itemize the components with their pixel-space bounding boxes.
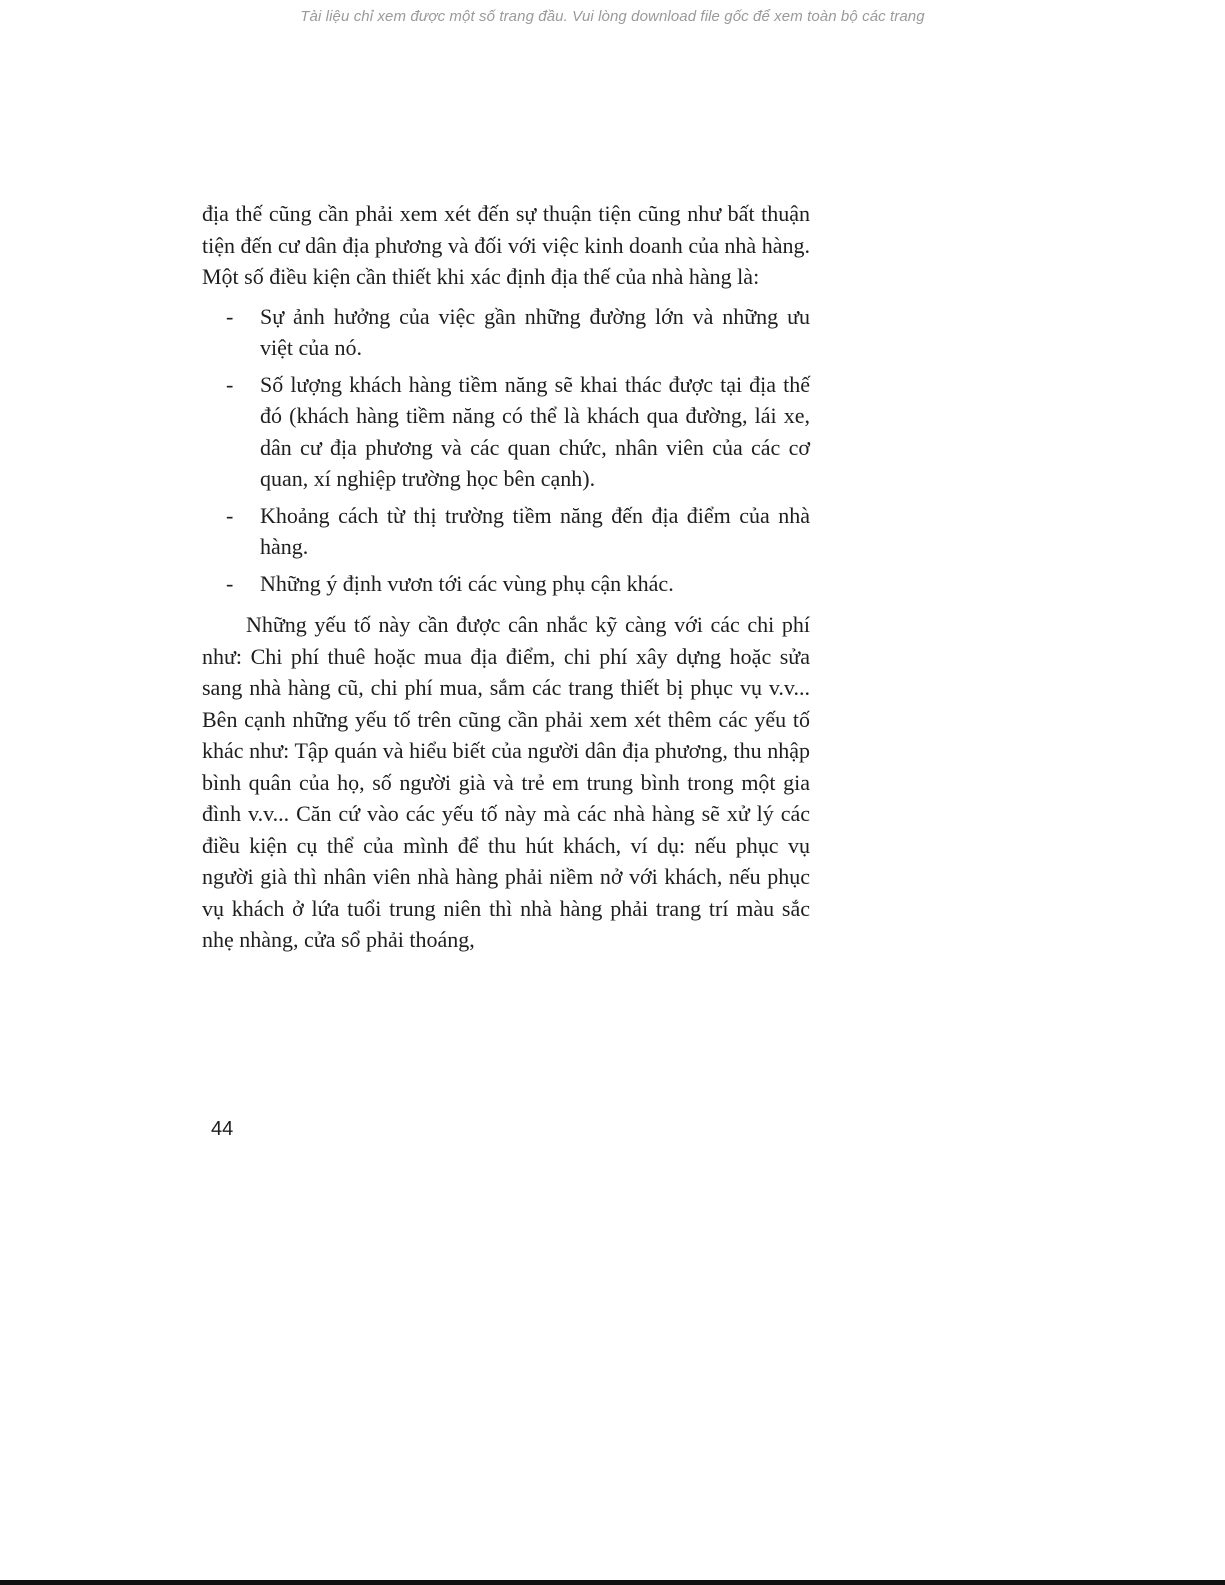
bullet-dash: - [226, 371, 234, 397]
list-item-text: Số lượng khách hàng tiềm năng sẽ khai thác được tại địa thế đó (khách hàng tiềm năng có thể là khách qua đường, lái xe, dân cư địa phương và các quan chức, nhân viên của các cơ quan, xí nghiệp trường học bên cạnh). [260, 371, 810, 491]
list-item-text: Khoảng cách từ thị trường tiềm năng đến địa điểm của nhà hàng. [260, 502, 810, 559]
bottom-border [0, 1580, 1225, 1585]
bullet-dash: - [226, 570, 234, 596]
list-item [202, 301, 810, 364]
list-item [202, 500, 810, 563]
intro-paragraph: địa thế cũng cần phải xem xét đến sự thuận tiện cũng như bất thuận tiện đến cư dân địa phương và đối với việc kinh doanh của nhà hàng. Một số điều kiện cần thiết khi xác định địa thế của nhà hàng là: [202, 201, 810, 289]
bullet-list [202, 301, 810, 600]
page-number: 44 [211, 1118, 234, 1140]
list-item [202, 369, 810, 495]
list-item-text: Sự ảnh hưởng của việc gần những đường lớn và những ưu việt của nó. [260, 303, 810, 360]
preview-notice: Tài liệu chỉ xem được một số trang đầu. Vui lòng download file gốc để xem toàn bộ các trang [300, 8, 925, 25]
list-item-text: Những ý định vươn tới các vùng phụ cận khác. [260, 570, 674, 596]
bullet-dash: - [226, 303, 234, 329]
page-body [202, 198, 810, 956]
body-paragraph: Những yếu tố này cần được cân nhắc kỹ càng với các chi phí như: Chi phí thuê hoặc mua địa điểm, chi phí xây dựng hoặc sửa sang nhà hàng cũ, chi phí mua, sắm các trang thiết bị phục vụ v.v... Bên cạnh những yếu tố trên cũng cần phải xem xét thêm các yếu tố khác như: Tập quán và hiểu biết của người dân địa phương, thu nhập bình quân của họ, số người già và trẻ em trung bình trong một gia đình v.v... Căn cứ vào các yếu tố này mà các nhà hàng sẽ xử lý các điều kiện cụ thể của mình để thu hút khách, ví dụ: nếu phục vụ người già thì nhân viên nhà hàng phải niềm nở với khách, nếu phục vụ khách ở lứa tuổi trung niên thì nhà hàng phải trang trí màu sắc nhẹ nhàng, cửa sổ phải thoáng, [202, 612, 810, 952]
bullet-dash: - [226, 502, 234, 528]
list-item [202, 568, 810, 600]
